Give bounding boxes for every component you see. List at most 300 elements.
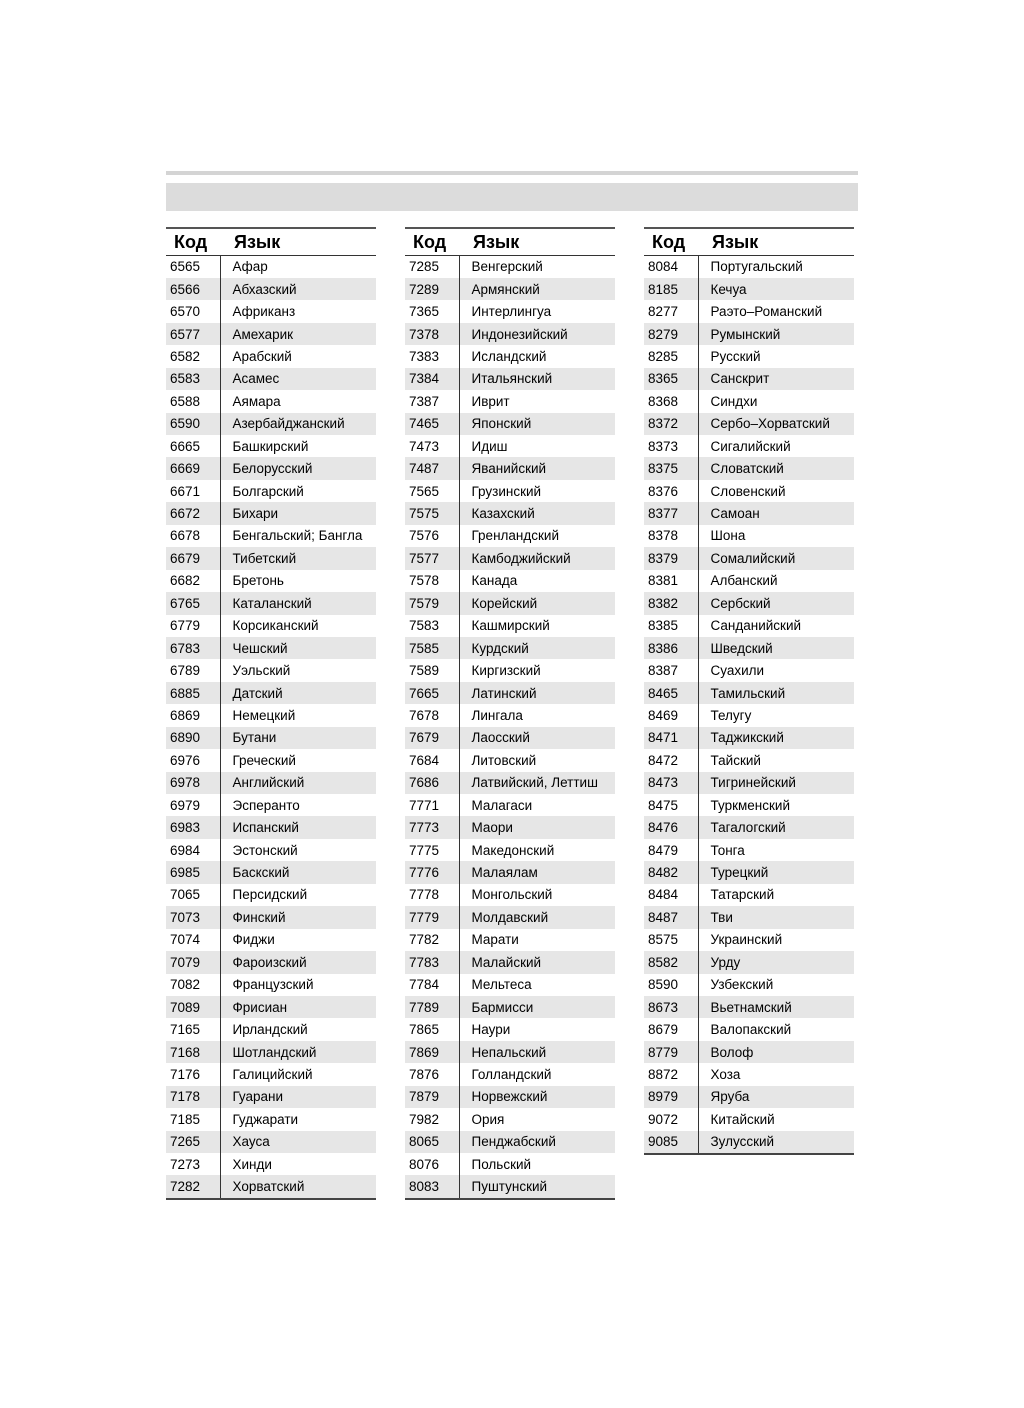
language-code-cell: 8469 xyxy=(644,704,698,726)
table-row xyxy=(405,345,615,367)
table-row xyxy=(644,906,854,928)
table-row xyxy=(644,480,854,502)
language-code-cell: 6582 xyxy=(166,345,220,367)
language-code-cell: 8084 xyxy=(644,255,698,278)
language-name-cell: Абхазский xyxy=(220,278,376,300)
language-name-cell: Раэто–Романский xyxy=(710,304,823,320)
language-code-cell: 6869 xyxy=(166,704,220,726)
language-name-cell: Наури xyxy=(471,1022,511,1038)
language-name-cell: Турецкий xyxy=(698,861,854,883)
language-name-cell: Фароизский xyxy=(220,951,376,973)
language-code-cell: 7273 xyxy=(166,1153,220,1175)
language-code-cell: 7779 xyxy=(405,906,459,928)
table-row xyxy=(405,525,615,547)
table-row xyxy=(405,996,615,1018)
table-row xyxy=(405,1175,615,1198)
table-row xyxy=(644,1018,854,1040)
language-name-cell: Тамильский xyxy=(698,682,854,704)
language-code-cell: 7074 xyxy=(166,929,220,951)
table-row xyxy=(166,525,376,547)
table-row xyxy=(644,1041,854,1063)
language-code-cell: 7577 xyxy=(405,547,459,569)
table-row xyxy=(405,1108,615,1130)
language-code-cell: 7265 xyxy=(166,1131,220,1153)
language-code-cell: 6885 xyxy=(166,682,220,704)
language-name-cell: Корсиканский xyxy=(232,618,319,634)
language-name-cell: Персидский xyxy=(232,887,308,903)
language-code-cell: 7579 xyxy=(405,592,459,614)
table-row xyxy=(166,1131,376,1153)
table-row xyxy=(166,480,376,502)
language-name-cell: Афар xyxy=(232,259,268,275)
language-code-cell: 8779 xyxy=(644,1041,698,1063)
language-name-cell: Малайский xyxy=(459,951,615,973)
language-name-cell: Африканз xyxy=(232,304,296,320)
language-name-cell: Французский xyxy=(232,977,314,993)
language-name-cell: Сербский xyxy=(698,592,854,614)
language-code-cell: 7575 xyxy=(405,502,459,524)
language-name-cell: Исландский xyxy=(471,348,547,364)
language-name-cell: Бретонь xyxy=(232,573,284,589)
table-header-row xyxy=(166,228,376,255)
section-header-bar xyxy=(166,183,858,211)
table-row xyxy=(644,368,854,390)
language-name-cell: Сомалийский xyxy=(698,547,854,569)
language-code-cell: 9085 xyxy=(644,1131,698,1154)
language-name-cell: Таджикский xyxy=(698,727,854,749)
table-row xyxy=(166,951,376,973)
table-row xyxy=(166,570,376,592)
language-code-cell: 6979 xyxy=(166,794,220,816)
table-row xyxy=(166,996,376,1018)
table-row xyxy=(166,502,376,524)
language-code-cell: 7778 xyxy=(405,884,459,906)
language-name-cell: Гренландский xyxy=(471,528,559,544)
language-name-cell: Японский xyxy=(459,413,615,435)
language-name-cell: Датский xyxy=(220,682,376,704)
language-code-cell: 8475 xyxy=(644,794,698,816)
language-code-cell: 7365 xyxy=(405,300,459,322)
table-row xyxy=(166,547,376,569)
language-column-header: Язык xyxy=(220,228,376,255)
language-code-cell: 7784 xyxy=(405,974,459,996)
language-name-cell: Пуштунский xyxy=(459,1175,615,1198)
language-name-cell: Урду xyxy=(698,951,854,973)
table-row xyxy=(166,1063,376,1085)
table-row xyxy=(644,435,854,457)
table-row xyxy=(405,592,615,614)
language-code-cell: 6765 xyxy=(166,592,220,614)
language-code-cell: 8083 xyxy=(405,1175,459,1198)
language-code-cell: 6583 xyxy=(166,368,220,390)
table-row xyxy=(405,435,615,457)
language-code-cell: 7185 xyxy=(166,1108,220,1130)
language-name-cell: Зулусский xyxy=(698,1131,854,1154)
language-code-cell: 8872 xyxy=(644,1063,698,1085)
language-name-cell: Болгарский xyxy=(232,483,304,499)
table-row xyxy=(166,1041,376,1063)
language-name-cell: Латинский xyxy=(459,682,615,704)
language-name-cell: Киргизский xyxy=(471,663,541,679)
language-code-cell: 7065 xyxy=(166,884,220,906)
table-row xyxy=(644,1063,854,1085)
language-name-cell: Яруба xyxy=(698,1086,854,1108)
language-name-cell: Маори xyxy=(459,816,615,838)
table-row xyxy=(166,974,376,996)
language-name-cell: Кашмирский xyxy=(471,618,550,634)
language-code-cell: 7879 xyxy=(405,1086,459,1108)
table-row xyxy=(166,929,376,951)
language-name-cell: Лаосский xyxy=(459,727,615,749)
table-row xyxy=(405,749,615,771)
table-row xyxy=(644,659,854,681)
table-row xyxy=(644,390,854,412)
language-code-cell: 8076 xyxy=(405,1153,459,1175)
language-code-cell: 6588 xyxy=(166,390,220,412)
table-row xyxy=(405,861,615,883)
language-code-cell: 7869 xyxy=(405,1041,459,1063)
table-row xyxy=(644,816,854,838)
language-name-cell: Латвийский, Леттиш xyxy=(459,772,615,794)
language-name-cell: Галицийский xyxy=(232,1066,313,1082)
language-name-cell: Грузинский xyxy=(471,483,542,499)
language-name-cell: Греческий xyxy=(232,752,296,768)
language-code-cell: 7565 xyxy=(405,480,459,502)
table-row xyxy=(644,255,854,278)
table-row xyxy=(166,592,376,614)
language-code-cell: 6665 xyxy=(166,435,220,457)
table-row xyxy=(405,772,615,794)
language-code-cell: 8582 xyxy=(644,951,698,973)
language-code-cell: 7782 xyxy=(405,929,459,951)
language-name-cell: Русский xyxy=(710,348,761,364)
language-code-cell: 8285 xyxy=(644,345,698,367)
language-name-cell: Словенский xyxy=(710,483,786,499)
language-code-cell: 7168 xyxy=(166,1041,220,1063)
language-name-cell: Казахский xyxy=(459,502,615,524)
table-row xyxy=(166,278,376,300)
code-column-header: Код xyxy=(644,228,698,255)
language-name-cell: Албанский xyxy=(710,573,778,589)
language-code-cell: 8375 xyxy=(644,457,698,479)
language-code-cell: 7783 xyxy=(405,951,459,973)
table-row xyxy=(405,413,615,435)
language-name-cell: Испанский xyxy=(220,816,376,838)
language-code-cell: 7073 xyxy=(166,906,220,928)
table-header-row xyxy=(644,228,854,255)
language-code-cell: 7684 xyxy=(405,749,459,771)
table-row xyxy=(405,300,615,322)
table-row xyxy=(644,929,854,951)
language-code-cell: 7686 xyxy=(405,772,459,794)
language-name-cell: Каталанский xyxy=(220,592,376,614)
language-name-cell: Непальский xyxy=(459,1041,615,1063)
language-name-cell: Татарский xyxy=(710,887,775,903)
language-code-cell: 8482 xyxy=(644,861,698,883)
language-name-cell: Индонезийский xyxy=(459,323,615,345)
table-row xyxy=(644,457,854,479)
language-name-cell: Македонский xyxy=(471,842,555,858)
language-name-cell: Малаялам xyxy=(459,861,615,883)
table-row xyxy=(166,1153,376,1175)
language-name-cell: Румынский xyxy=(698,323,854,345)
language-name-cell: Монгольский xyxy=(471,887,553,903)
language-name-cell: Асамес xyxy=(220,368,376,390)
language-name-cell: Амехарик xyxy=(220,323,376,345)
table-row xyxy=(405,637,615,659)
language-code-cell: 6590 xyxy=(166,413,220,435)
table-row xyxy=(166,457,376,479)
language-name-cell: Словатский xyxy=(698,457,854,479)
language-name-cell: Волоф xyxy=(698,1041,854,1063)
language-code-cell: 6671 xyxy=(166,480,220,502)
language-name-cell: Тигринейский xyxy=(698,772,854,794)
language-name-cell: Бихари xyxy=(220,502,376,524)
language-name-cell: Телугу xyxy=(710,707,752,723)
language-code-cell: 7578 xyxy=(405,570,459,592)
table-row xyxy=(166,1018,376,1040)
table-row xyxy=(405,502,615,524)
language-code-cell: 8472 xyxy=(644,749,698,771)
language-code-cell: 8487 xyxy=(644,906,698,928)
language-name-cell: Ирландский xyxy=(232,1022,308,1038)
language-name-cell: Мельтеса xyxy=(471,977,532,993)
table-row xyxy=(405,1063,615,1085)
language-name-cell: Гуджарати xyxy=(232,1111,299,1127)
language-code-cell: 7589 xyxy=(405,659,459,681)
table-row xyxy=(405,1153,615,1175)
language-name-cell: Малагаси xyxy=(471,797,533,813)
language-code-table-1 xyxy=(166,227,376,1200)
language-name-cell: Яванийский xyxy=(459,457,615,479)
language-name-cell: Валопакский xyxy=(710,1022,792,1038)
language-name-cell: Азербайджанский xyxy=(220,413,376,435)
table-row xyxy=(166,659,376,681)
language-name-cell: Армянский xyxy=(459,278,615,300)
table-row xyxy=(405,255,615,278)
language-name-cell: Курдский xyxy=(459,637,615,659)
table-row xyxy=(166,435,376,457)
language-code-cell: 6890 xyxy=(166,727,220,749)
language-name-cell: Белорусский xyxy=(220,457,376,479)
language-name-cell: Финский xyxy=(220,906,376,928)
language-code-cell: 8277 xyxy=(644,300,698,322)
language-name-cell: Тибетский xyxy=(220,547,376,569)
language-code-cell: 8279 xyxy=(644,323,698,345)
language-code-cell: 8386 xyxy=(644,637,698,659)
language-code-cell: 7679 xyxy=(405,727,459,749)
language-code-cell: 8979 xyxy=(644,1086,698,1108)
language-code-cell: 9072 xyxy=(644,1108,698,1130)
table-row xyxy=(405,480,615,502)
language-code-cell: 6672 xyxy=(166,502,220,524)
language-code-cell: 8575 xyxy=(644,929,698,951)
language-name-cell: Немецкий xyxy=(232,707,296,723)
language-name-cell: Шведский xyxy=(698,637,854,659)
language-code-cell: 6984 xyxy=(166,839,220,861)
language-code-cell: 7465 xyxy=(405,413,459,435)
table-row xyxy=(644,300,854,322)
language-code-cell: 7383 xyxy=(405,345,459,367)
language-name-cell: Сербо–Хорватский xyxy=(698,413,854,435)
table-row xyxy=(166,794,376,816)
language-code-cell: 8385 xyxy=(644,615,698,637)
language-name-cell: Синдхи xyxy=(710,393,758,409)
language-name-cell: Интерлингуа xyxy=(471,304,552,320)
table-row xyxy=(644,749,854,771)
table-row xyxy=(166,749,376,771)
language-name-cell: Фиджи xyxy=(232,932,275,948)
language-name-cell: Хоза xyxy=(710,1066,741,1082)
table-row xyxy=(405,974,615,996)
language-code-cell: 8590 xyxy=(644,974,698,996)
table-row xyxy=(644,861,854,883)
table-row xyxy=(166,1108,376,1130)
language-code-cell: 7378 xyxy=(405,323,459,345)
table-row xyxy=(405,615,615,637)
table-row xyxy=(644,682,854,704)
top-rule xyxy=(166,171,858,175)
table-row xyxy=(644,839,854,861)
language-code-cell: 7775 xyxy=(405,839,459,861)
language-name-cell: Самоан xyxy=(698,502,854,524)
table-row xyxy=(405,929,615,951)
language-name-cell: Фрисиан xyxy=(220,996,376,1018)
language-code-cell: 7165 xyxy=(166,1018,220,1040)
language-code-cell: 6983 xyxy=(166,816,220,838)
language-name-cell: Канада xyxy=(471,573,518,589)
language-code-cell: 7089 xyxy=(166,996,220,1018)
language-code-cell: 8378 xyxy=(644,525,698,547)
language-name-cell: Марати xyxy=(471,932,519,948)
language-column-header: Язык xyxy=(698,228,854,255)
language-name-cell: Украинский xyxy=(710,932,783,948)
language-name-cell: Корейский xyxy=(459,592,615,614)
language-code-cell: 6682 xyxy=(166,570,220,592)
language-code-cell: 7384 xyxy=(405,368,459,390)
language-code-cell: 7289 xyxy=(405,278,459,300)
table-row xyxy=(166,390,376,412)
table-row xyxy=(644,345,854,367)
table-row xyxy=(405,547,615,569)
table-row xyxy=(405,839,615,861)
language-code-cell: 6978 xyxy=(166,772,220,794)
language-name-cell: Хауса xyxy=(220,1131,376,1153)
language-code-cell: 6783 xyxy=(166,637,220,659)
language-code-cell: 7387 xyxy=(405,390,459,412)
language-code-cell: 8471 xyxy=(644,727,698,749)
table-row xyxy=(644,323,854,345)
table-row xyxy=(644,637,854,659)
table-row xyxy=(644,615,854,637)
table-row xyxy=(166,323,376,345)
table-row xyxy=(405,457,615,479)
language-code-cell: 7665 xyxy=(405,682,459,704)
language-code-table-2 xyxy=(405,227,615,1200)
language-name-cell: Хинди xyxy=(232,1156,272,1172)
table-row xyxy=(644,996,854,1018)
language-name-cell: Эсперанто xyxy=(232,797,300,813)
table-row xyxy=(644,951,854,973)
language-code-table-3 xyxy=(644,227,854,1155)
table-row xyxy=(166,637,376,659)
language-code-cell: 7576 xyxy=(405,525,459,547)
table-row xyxy=(166,345,376,367)
table-row xyxy=(644,502,854,524)
table-row xyxy=(405,570,615,592)
language-name-cell: Кечуа xyxy=(698,278,854,300)
language-name-cell: Вьетнамский xyxy=(698,996,854,1018)
language-code-cell: 8679 xyxy=(644,1018,698,1040)
language-name-cell: Башкирский xyxy=(232,438,309,454)
language-name-cell: Тонга xyxy=(710,842,745,858)
code-column-header: Код xyxy=(405,228,459,255)
language-code-cell: 6669 xyxy=(166,457,220,479)
language-code-cell: 6570 xyxy=(166,300,220,322)
table-row xyxy=(644,413,854,435)
table-row xyxy=(644,884,854,906)
language-name-cell: Бутани xyxy=(220,727,376,749)
table-row xyxy=(405,1086,615,1108)
language-name-cell: Санданийский xyxy=(710,618,802,634)
language-code-cell: 6679 xyxy=(166,547,220,569)
table-row xyxy=(166,300,376,322)
language-code-cell: 8387 xyxy=(644,659,698,681)
language-code-cell: 8376 xyxy=(644,480,698,502)
language-name-cell: Санскрит xyxy=(698,368,854,390)
language-name-cell: Голландский xyxy=(471,1066,552,1082)
language-code-cell: 7865 xyxy=(405,1018,459,1040)
table-row xyxy=(644,794,854,816)
language-code-cell: 7876 xyxy=(405,1063,459,1085)
table-row xyxy=(644,592,854,614)
language-name-cell: Гуарани xyxy=(220,1086,376,1108)
table-row xyxy=(644,704,854,726)
language-code-cell: 6985 xyxy=(166,861,220,883)
language-code-cell: 7285 xyxy=(405,255,459,278)
language-name-cell: Эстонский xyxy=(232,842,298,858)
table-row xyxy=(166,906,376,928)
language-name-cell: Польский xyxy=(471,1156,532,1172)
table-row xyxy=(166,1086,376,1108)
table-row xyxy=(405,1018,615,1040)
language-name-cell: Ория xyxy=(471,1111,505,1127)
language-code-cell: 8365 xyxy=(644,368,698,390)
language-name-cell: Иврит xyxy=(471,393,510,409)
table-row xyxy=(405,278,615,300)
language-code-cell: 8476 xyxy=(644,816,698,838)
language-name-cell: Китайский xyxy=(710,1111,775,1127)
language-code-cell: 7789 xyxy=(405,996,459,1018)
language-name-cell: Шона xyxy=(710,528,746,544)
language-name-cell: Чешский xyxy=(220,637,376,659)
table-row xyxy=(166,1175,376,1198)
language-name-cell: Португальский xyxy=(710,259,803,275)
language-code-cell: 8484 xyxy=(644,884,698,906)
table-row xyxy=(644,1086,854,1108)
language-code-cell: 7678 xyxy=(405,704,459,726)
language-name-cell: Венгерский xyxy=(471,259,543,275)
table-row xyxy=(405,727,615,749)
table-row xyxy=(405,659,615,681)
language-column-header: Язык xyxy=(459,228,615,255)
language-name-cell: Бармисси xyxy=(459,996,615,1018)
table-row xyxy=(166,772,376,794)
language-code-cell: 8372 xyxy=(644,413,698,435)
language-code-cell: 7776 xyxy=(405,861,459,883)
table-row xyxy=(166,368,376,390)
table-row xyxy=(166,884,376,906)
